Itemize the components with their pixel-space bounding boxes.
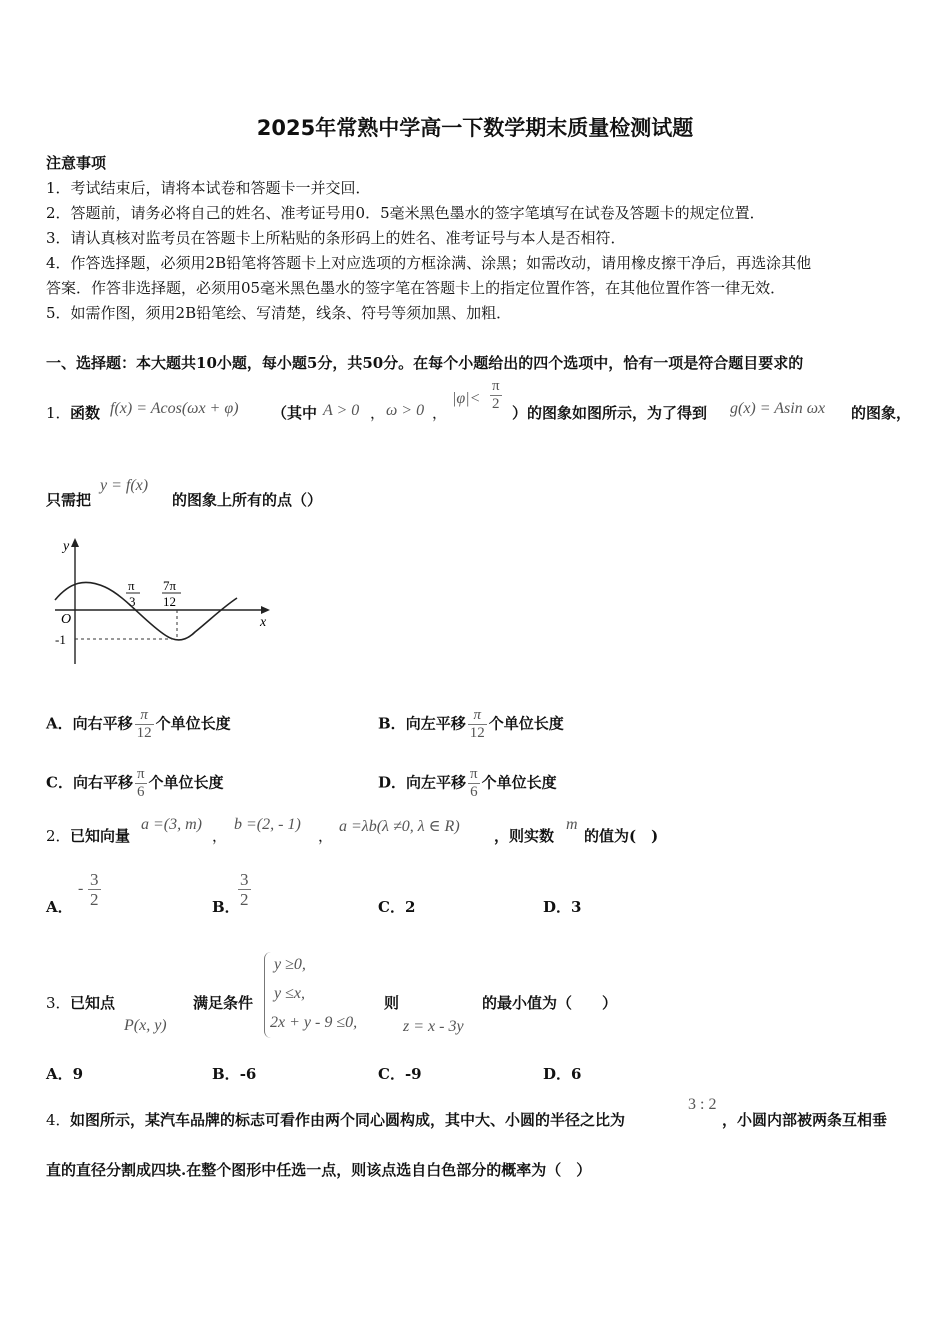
tick-label-pi: π	[128, 578, 135, 593]
fraction-denominator: 2	[240, 890, 249, 909]
option-label: B．	[378, 714, 406, 733]
fraction-numerator: 3	[240, 870, 249, 889]
notice-item: 3．请认真核对监考员在答题卡上所粘贴的条形码上的姓名、准考证号与本人是否相符．	[46, 229, 626, 247]
q3-number: 3．	[46, 994, 71, 1012]
option-fraction	[135, 766, 147, 801]
q3-option-d	[543, 1063, 581, 1084]
q2-option-b: B．	[212, 898, 240, 916]
q4-ratio: 3 : 2	[688, 1096, 717, 1113]
q1-pi-over-2	[490, 378, 502, 413]
option-value: -6	[239, 1065, 257, 1083]
option-text: 个单位长度	[148, 773, 224, 792]
x-axis-label: x	[260, 615, 267, 630]
option-value: 3	[571, 898, 582, 916]
fraction-denominator: 2	[492, 396, 500, 412]
option-label: A．	[46, 714, 73, 733]
page-title: 2025年常熟中学高一下数学期末质量检测试题	[256, 116, 694, 140]
option-text: 个单位长度	[481, 773, 557, 792]
q2-text: 的值为( )	[584, 827, 659, 845]
q2-variable-m: m	[566, 816, 578, 833]
fraction-denominator: 6	[137, 784, 145, 800]
option-fraction	[468, 766, 480, 801]
section-heading: 一、选择题：本大题共10小题，每小题5分，共50分。在每个小题给出的四个选项中，恰有一项是符合题目要求的	[46, 354, 804, 372]
q3-objective-z: z = x - 3y	[403, 1018, 464, 1035]
q1-option-d	[378, 766, 557, 801]
q3-constraint: 2x + y - 9 ≤0,	[270, 1014, 358, 1031]
fraction-denominator: 12	[136, 725, 152, 741]
option-text: 向右平移	[72, 773, 133, 792]
option-label: A．	[46, 898, 73, 916]
q2-text: ，则实数	[494, 827, 555, 845]
origin-label: O	[61, 612, 72, 627]
q1-comma: ，	[370, 404, 386, 422]
q3-constraint: y ≤x,	[274, 985, 305, 1002]
q2-number: 2．	[46, 827, 71, 845]
q1-option-b	[378, 707, 564, 742]
fraction-denominator: 2	[90, 890, 99, 909]
q1-comma: ，	[432, 404, 448, 422]
option-label: B．	[212, 1065, 240, 1083]
q2-option-d	[543, 896, 581, 917]
q1-function-y: y = f(x)	[100, 477, 149, 494]
option-text: 向左平移	[405, 714, 466, 733]
option-value: 9	[72, 1065, 84, 1083]
q3-text: 已知点	[70, 994, 116, 1012]
x-axis-arrow	[261, 606, 270, 614]
notice-item: 4．作答选择题，必须用2B铅笔将答题卡上对应选项的方框涂满、涂黑；如需改动，请用橡皮擦干净后，再选涂其他	[46, 254, 812, 272]
fraction-numerator: π	[468, 707, 487, 725]
option-label: C．	[46, 773, 73, 792]
fraction-denominator: 6	[470, 784, 478, 800]
option-label: A．	[46, 1065, 73, 1083]
notice-item: 5．如需作图，须用2B铅笔绘、写清楚，线条、符号等须加黑、加粗．	[46, 304, 512, 322]
option-label: D．	[378, 773, 407, 792]
fraction-numerator: 3	[90, 870, 99, 889]
q1-condition-a: A > 0	[323, 402, 360, 419]
fraction-numerator: π	[492, 378, 500, 394]
option-label: C．	[378, 1065, 405, 1083]
q1-condition-omega: ω > 0	[386, 402, 425, 419]
q2-option-c	[378, 896, 415, 917]
q1-function-g: g(x) = Asin ωx	[730, 400, 826, 417]
option-value: -9	[404, 1065, 422, 1083]
fraction-numerator: π	[136, 766, 145, 782]
q1-function-f: f(x) = Acos(ωx + φ)	[110, 400, 239, 417]
y-axis-label: y	[63, 539, 70, 554]
q3-option-b	[212, 1063, 256, 1084]
option-fraction	[135, 707, 154, 742]
fraction-numerator: π	[470, 766, 478, 782]
y-axis-arrow	[71, 538, 79, 547]
q1-text: 的图象，	[851, 404, 912, 422]
option-value: 2	[404, 898, 416, 916]
cosine-curve	[55, 582, 237, 640]
tick-label-12: 12	[163, 594, 176, 609]
option-label: D．	[543, 898, 572, 916]
q2-option-a	[46, 896, 73, 917]
q2-comma: ，	[318, 827, 334, 845]
q1-condition-phi: |φ|<	[452, 390, 481, 407]
q4-number: 4．	[46, 1111, 71, 1129]
q2-vector-a: a =(3, m)	[141, 816, 203, 833]
fraction-denominator: 12	[469, 725, 485, 741]
notice-heading: 注意事项	[46, 154, 107, 172]
option-label: D．	[543, 1065, 572, 1083]
option-text: 个单位长度	[155, 714, 231, 733]
q2-text: 已知向量	[70, 827, 131, 845]
option-text: 个单位长度	[488, 714, 564, 733]
q4-text: 如图所示，某汽车品牌的标志可看作由两个同心圆构成，其中大、小圆的半径之比为	[70, 1111, 626, 1129]
q1-number: 1．	[46, 404, 71, 422]
q4-text: 直的直径分割成四块.在整个图形中任选一点，则该点选自白色部分的概率为（ ）	[46, 1161, 592, 1179]
q3-text: 则	[384, 994, 400, 1012]
tick-label-7pi: 7π	[163, 578, 177, 593]
q1-text: 只需把	[46, 491, 92, 509]
q1-option-a	[46, 707, 231, 742]
q2-comma: ，	[212, 827, 228, 845]
q1-text: ）的图象如图所示，为了得到	[512, 404, 708, 422]
q3-text: 满足条件	[193, 994, 254, 1012]
q3-option-c	[378, 1063, 422, 1084]
q3-constraint: y ≥0,	[274, 956, 306, 973]
option-value: 6	[571, 1065, 582, 1083]
notice-item: 答案．作答非选择题，必须用05毫米黑色墨水的签字笔在答题卡上的指定位置作答，在其他位置作答一律无效．	[46, 279, 786, 297]
tick-label-3: 3	[129, 594, 136, 609]
notice-item: 2．答题前，请务必将自己的姓名、准考证号用0．5毫米黑色墨水的签字笔填写在试卷及答题卡的规定位置．	[46, 204, 765, 222]
q2-option-b-fraction	[238, 870, 251, 909]
q1-text: 函数	[70, 404, 101, 422]
q1-option-c	[46, 766, 224, 801]
q1-graph	[50, 530, 275, 670]
option-label: C．	[378, 898, 405, 916]
q3-point-p: P(x, y)	[124, 1017, 167, 1034]
option-text: 向左平移	[406, 773, 467, 792]
fraction-numerator: π	[135, 707, 154, 725]
q3-text: 的最小值为（ ）	[482, 994, 618, 1012]
q3-option-a	[46, 1063, 83, 1084]
q2-option-a-fraction	[88, 870, 101, 909]
q2-option-a-sign: -	[78, 880, 84, 897]
option-fraction	[468, 707, 487, 742]
q2-relation: a =λb(λ ≠0, λ ∈ R)	[339, 818, 460, 835]
q1-text: （其中	[272, 404, 318, 422]
option-text: 向右平移	[72, 714, 133, 733]
notice-item: 1．考试结束后，请将本试卷和答题卡一并交回．	[46, 179, 371, 197]
q1-text: 的图象上所有的点（）	[172, 491, 323, 509]
minus-one-label: -1	[55, 632, 66, 647]
q4-text: ，小圆内部被两条互相垂	[722, 1111, 888, 1129]
q2-vector-b: b =(2, - 1)	[234, 816, 301, 833]
